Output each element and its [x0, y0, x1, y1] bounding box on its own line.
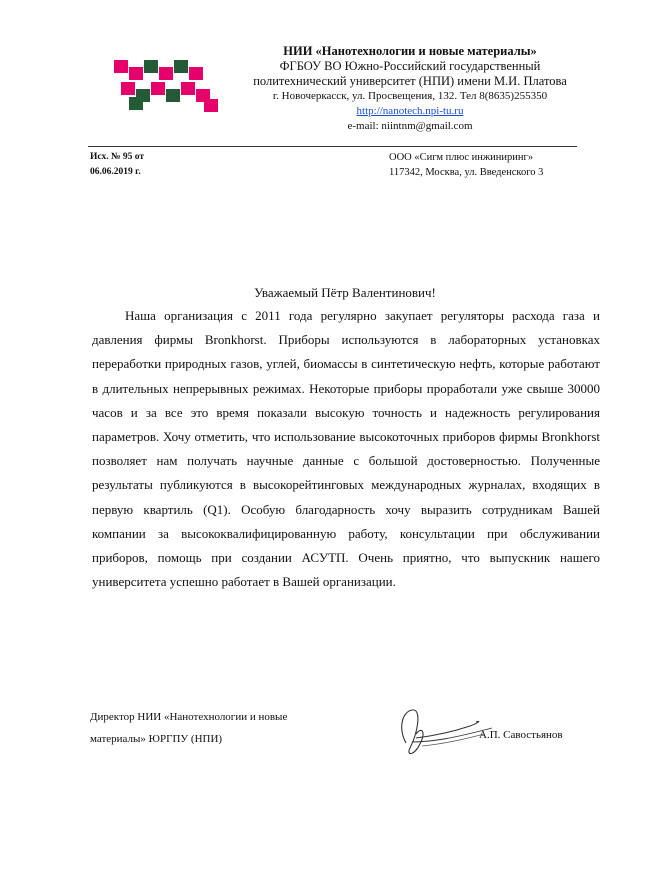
addressee-address: 117342, Москва, ул. Введенского 3 [389, 167, 544, 178]
org-line-1: ФГБОУ ВО Южно-Российский государственный [279, 59, 541, 73]
addressee-company: ООО «Сигм плюс инжиниринг» [389, 152, 534, 163]
logo [107, 55, 219, 115]
letter-body: Наша организация с 2011 года регулярно закупает регуляторы расхода газа и давления фирмы Bronkhorst. Приборы используются в лабораторных установках переработки природных газов, углей, биомассы в синтетическую нефть, которые работают в длительных непрерывных режимах. Некоторые приборы проработали уже свыше 30000 часов и за все это время показали высокую точность и надежность регулирования параметров. Хочу отметить, что использование высокоточных приборов фирмы Bronkhorst позволяет нам получать научные данные с большой достоверностью. Полученные результаты публикуются в высокорейтинговых международных журналах, входящих в первую квартиль (Q1). Особую благодарность хочу выразить сотрудникам Вашей компании за высококвалифицированную работу, консультации при обслуживании приборов, помощь при создании АСУТП. Очень приятно, что выпускник нашего университета успешно работает в Вашей организации. [92, 308, 600, 590]
reference-number: Исх. № 95 от [90, 152, 145, 162]
website-link[interactable]: http://nanotech.npi-tu.ru [356, 105, 464, 117]
org-line-2: политехнический университет (НПИ) имени М.И. Платова [253, 74, 567, 88]
letterhead [225, 44, 595, 134]
org-email: e-mail: niintnm@gmail.com [347, 120, 473, 132]
signatory-title: Директор НИИ «Нанотехнологии и новые материалы» ЮРГПУ (НПИ) [90, 711, 288, 745]
addressee [389, 150, 543, 180]
org-name: НИИ «Нанотехнологии и новые материалы» [283, 44, 537, 58]
reference-date: 06.06.2019 г. [90, 167, 141, 177]
signatory-name: А.П. Савостьянов [479, 729, 563, 741]
outgoing-reference [90, 150, 144, 180]
org-address: г. Новочеркасск, ул. Просвещения, 132. Тел 8(8635)255350 [272, 90, 548, 102]
header-divider [88, 146, 577, 147]
salutation: Уважаемый Пётр Валентинович! [254, 285, 436, 300]
